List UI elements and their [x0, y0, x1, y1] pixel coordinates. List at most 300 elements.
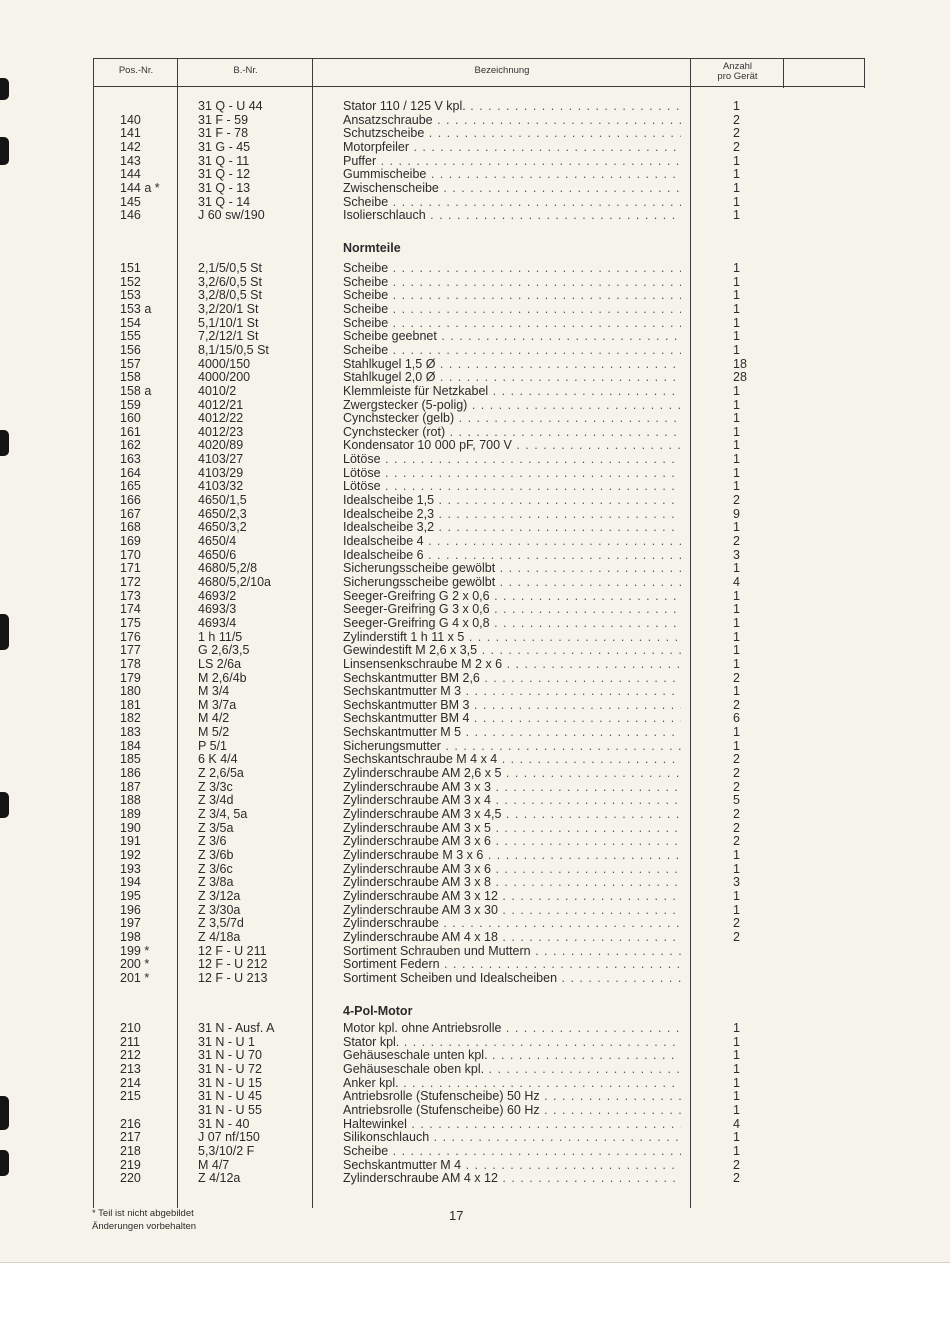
- qty-cell: 2: [733, 534, 740, 548]
- name-cell: Gehäuseschale oben kpl. . . .: [343, 1063, 681, 1076]
- qty-cell: 1: [733, 274, 740, 289]
- pos-cell: 172: [120, 574, 141, 589]
- b-nr-cell: 31 F - 78: [198, 126, 249, 141]
- name-cell: Stahlkugel 1,5 Ø . . .: [343, 358, 681, 371]
- b-nr-cell: 4103/32: [198, 479, 244, 494]
- name-cell: Sicherungsscheibe gewölbt . . .: [343, 576, 681, 589]
- name-cell: Cynchstecker (rot) . . .: [343, 426, 681, 439]
- table-row: [0, 1022, 950, 1035]
- table-row: [0, 1049, 950, 1062]
- pos-cell: 152: [120, 274, 141, 289]
- table-row: [0, 904, 950, 917]
- qty-cell: 1: [733, 397, 740, 412]
- name-cell: Zylinderschraube AM 3 x 6 . . .: [343, 863, 681, 876]
- pos-cell: 144: [120, 167, 141, 182]
- table-row: [0, 740, 950, 753]
- table-row: [0, 1159, 950, 1172]
- b-nr-cell: 4000/150: [198, 356, 251, 371]
- b-nr-cell: M 3/4: [198, 684, 230, 699]
- qty-cell: 9: [733, 506, 740, 521]
- qty-cell: 1: [733, 438, 740, 453]
- b-nr-cell: M 4/7: [198, 1157, 230, 1172]
- pos-cell: 143: [120, 153, 141, 168]
- qty-cell: 1: [733, 861, 740, 876]
- pos-cell: 142: [120, 139, 141, 154]
- table-row: [0, 835, 950, 848]
- qty-cell: 1: [733, 1130, 740, 1145]
- name-cell: Isolierschlauch . . .: [343, 209, 681, 222]
- name-cell: Stahlkugel 2,0 Ø . . .: [343, 371, 681, 384]
- pos-cell: 154: [120, 315, 141, 330]
- b-nr-cell: 4012/23: [198, 424, 244, 439]
- name-cell: Scheibe . . .: [343, 1145, 681, 1158]
- pos-cell: 195: [120, 888, 141, 903]
- pos-cell: 171: [120, 561, 141, 576]
- b-nr-cell: 31 Q - 12: [198, 167, 251, 182]
- header-anzahl-line1: Anzahl: [722, 61, 753, 72]
- pos-cell: 181: [120, 697, 141, 712]
- pos-cell: 162: [120, 438, 141, 453]
- table-row: [0, 330, 950, 343]
- table-row: [0, 127, 950, 140]
- b-nr-cell: 12 F - U 211: [198, 943, 267, 958]
- pos-cell: 176: [120, 629, 141, 644]
- pos-cell: 141: [120, 126, 141, 141]
- qty-cell: 1: [733, 725, 740, 740]
- name-cell: Antriebsrolle (Stufenscheibe) 50 Hz . . .: [343, 1090, 681, 1103]
- table-row: [0, 508, 950, 521]
- pos-cell: 214: [120, 1075, 141, 1090]
- name-cell: Idealscheibe 3,2 . . .: [343, 521, 681, 534]
- b-nr-cell: Z 2,6/5a: [198, 766, 244, 781]
- name-cell: Scheibe . . .: [343, 344, 681, 357]
- name-cell: Kondensator 10 000 pF, 700 V . . .: [343, 439, 681, 452]
- table-row: [0, 945, 950, 958]
- b-nr-cell: M 5/2: [198, 725, 230, 740]
- table-row: [0, 467, 950, 480]
- qty-cell: 2: [733, 929, 740, 944]
- qty-cell: 1: [733, 561, 740, 576]
- b-nr-cell: 2,1/5/0,5 St: [198, 261, 262, 275]
- b-nr-cell: Z 3/4, 5a: [198, 807, 248, 821]
- b-nr-cell: Z 3,5/7d: [198, 916, 244, 931]
- header-pos-nr: Pos.-Nr.: [118, 65, 154, 76]
- name-cell: Sechskantmutter M 3 . . .: [343, 685, 681, 698]
- qty-cell: 1: [733, 1061, 740, 1076]
- table-top-border: [93, 58, 865, 59]
- table-row: [0, 494, 950, 507]
- name-cell: Anker kpl. . . .: [343, 1077, 681, 1090]
- table-row: [0, 590, 950, 603]
- qty-cell: 1: [733, 847, 740, 862]
- pos-cell: 211: [120, 1034, 140, 1049]
- pos-cell: 216: [120, 1116, 141, 1131]
- b-nr-cell: 4650/4: [198, 534, 237, 548]
- qty-cell: 1: [733, 902, 740, 917]
- table-row: [0, 1036, 950, 1049]
- pos-cell: 194: [120, 875, 141, 890]
- table-row: [0, 958, 950, 971]
- qty-cell: 2: [733, 670, 740, 685]
- header-b-nr: B.-Nr.: [233, 65, 258, 76]
- pos-cell: 145: [120, 194, 141, 209]
- table-row: [0, 1063, 950, 1076]
- pos-cell: 212: [120, 1048, 141, 1063]
- pos-cell: 178: [120, 656, 141, 671]
- b-nr-cell: 4650/3,2: [198, 520, 247, 535]
- qty-cell: 1: [733, 329, 740, 344]
- name-cell: Seeger-Greifring G 2 x 0,6 . . .: [343, 590, 681, 603]
- pos-cell: 170: [120, 547, 141, 562]
- pos-cell: 177: [120, 643, 141, 658]
- table-row: [0, 562, 950, 575]
- table-row: [0, 1077, 950, 1090]
- b-nr-cell: 4103/29: [198, 465, 244, 480]
- name-cell: Zwergstecker (5-polig) . . .: [343, 399, 681, 412]
- b-nr-cell: Z 3/5a: [198, 820, 234, 835]
- table-row: [0, 726, 950, 739]
- qty-cell: 2: [733, 807, 740, 821]
- pos-cell: 198: [120, 929, 141, 944]
- qty-cell: 1: [733, 153, 740, 168]
- qty-cell: 2: [733, 916, 740, 931]
- table-row: [0, 808, 950, 821]
- b-nr-cell: Z 4/12a: [198, 1171, 241, 1186]
- b-nr-cell: 31 N - Ausf. A: [198, 1021, 275, 1035]
- table-row: [0, 276, 950, 289]
- b-nr-cell: 4103/27: [198, 452, 244, 467]
- name-cell: Motor kpl. ohne Antriebsrolle . . .: [343, 1022, 681, 1035]
- qty-cell: 2: [733, 834, 740, 849]
- qty-cell: 3: [733, 547, 740, 562]
- b-nr-cell: 31 N - U 45: [198, 1089, 262, 1104]
- table-row: [0, 576, 950, 589]
- qty-cell: 1: [733, 452, 740, 467]
- section-title: Normteile: [343, 241, 401, 255]
- b-nr-cell: Z 3/8a: [198, 875, 234, 890]
- name-cell: Ansatzschraube . . .: [343, 114, 681, 127]
- qty-cell: 1: [733, 288, 740, 303]
- name-cell: Scheibe . . .: [343, 317, 681, 330]
- name-cell: Stator 110 / 125 V kpl. . . .: [343, 100, 681, 113]
- b-nr-cell: Z 4/18a: [198, 929, 241, 944]
- qty-cell: 3: [733, 875, 740, 890]
- page-number: 17: [449, 1208, 464, 1223]
- table-row: [0, 972, 950, 985]
- qty-cell: 1: [733, 342, 740, 357]
- pos-cell: 189: [120, 807, 141, 821]
- qty-cell: 1: [733, 1034, 740, 1049]
- qty-cell: 1: [733, 167, 740, 182]
- name-cell: Sechskantmutter BM 4 . . .: [343, 712, 681, 725]
- qty-cell: 2: [733, 1157, 740, 1172]
- b-nr-cell: 5,1/10/1 St: [198, 315, 259, 330]
- b-nr-cell: 4000/200: [198, 370, 251, 385]
- pos-cell: 190: [120, 820, 141, 835]
- table-row: [0, 439, 950, 452]
- qty-cell: 1: [733, 261, 740, 275]
- table-row: [0, 453, 950, 466]
- b-nr-cell: 31 N - U 55: [198, 1102, 262, 1117]
- name-cell: Lötöse . . .: [343, 480, 681, 493]
- name-cell: Zylinderschraube AM 3 x 8 . . .: [343, 876, 681, 889]
- page-bottom-margin: [0, 1262, 950, 1344]
- b-nr-cell: 3,2/8/0,5 St: [198, 288, 262, 303]
- qty-cell: 1: [733, 411, 740, 426]
- b-nr-cell: 31 N - 40: [198, 1116, 250, 1131]
- name-cell: Klemmleiste für Netzkabel . . .: [343, 385, 681, 398]
- pos-cell: 215: [120, 1089, 141, 1104]
- name-cell: Schutzscheibe . . .: [343, 127, 681, 140]
- qty-cell: 1: [733, 643, 740, 658]
- table-row: [0, 209, 950, 222]
- name-cell: Zylinderschraube AM 3 x 4,5 . . .: [343, 808, 681, 821]
- name-cell: Silikonschlauch . . .: [343, 1131, 681, 1144]
- b-nr-cell: P 5/1: [198, 738, 227, 753]
- name-cell: Zylinderstift 1 h 11 x 5 . . .: [343, 631, 681, 644]
- b-nr-cell: LS 2/6a: [198, 656, 242, 671]
- name-cell: Zylinderschraube AM 4 x 12 . . .: [343, 1172, 681, 1185]
- b-nr-cell: 4650/2,3: [198, 506, 247, 521]
- b-nr-cell: 4020/89: [198, 438, 244, 453]
- header-anzahl-line2: pro Gerät: [717, 71, 758, 82]
- name-cell: Lötöse . . .: [343, 467, 681, 480]
- pos-cell: 218: [120, 1143, 141, 1158]
- b-nr-cell: 7,2/12/1 St: [198, 329, 259, 344]
- table-row: [0, 658, 950, 671]
- name-cell: Zylinderschraube M 3 x 6 . . .: [343, 849, 681, 862]
- b-nr-cell: Z 3/4d: [198, 793, 234, 808]
- qty-cell: 2: [733, 779, 740, 794]
- name-cell: Sechskantmutter BM 3 . . .: [343, 699, 681, 712]
- table-row: [0, 1090, 950, 1103]
- table-row: [0, 344, 950, 357]
- qty-cell: 1: [733, 194, 740, 209]
- name-cell: Linsensenkschraube M 2 x 6 . . .: [343, 658, 681, 671]
- pos-cell: 192: [120, 847, 141, 862]
- name-cell: Zylinderschraube AM 3 x 12 . . .: [343, 890, 681, 903]
- qty-cell: 1: [733, 629, 740, 644]
- b-nr-cell: 3,2/20/1 St: [198, 301, 259, 316]
- qty-cell: 1: [733, 424, 740, 439]
- name-cell: Sortiment Scheiben und Idealscheiben . . .: [343, 972, 681, 985]
- name-cell: Idealscheibe 2,3 . . .: [343, 508, 681, 521]
- pos-cell: 186: [120, 766, 141, 781]
- name-cell: Sechskantmutter M 5 . . .: [343, 726, 681, 739]
- b-nr-cell: 4680/5,2/10a: [198, 574, 271, 589]
- qty-cell: 2: [733, 752, 740, 767]
- qty-cell: 1: [733, 684, 740, 699]
- table-row: [0, 672, 950, 685]
- qty-cell: 1: [733, 615, 740, 630]
- pos-cell: 164: [120, 465, 141, 480]
- qty-cell: 18: [733, 356, 747, 371]
- b-nr-cell: 5,3/10/2 F: [198, 1143, 255, 1158]
- name-cell: Gewindestift M 2,6 x 3,5 . . .: [343, 644, 681, 657]
- name-cell: Sicherungsscheibe gewölbt . . .: [343, 562, 681, 575]
- b-nr-cell: Z 3/12a: [198, 888, 241, 903]
- qty-cell: 1: [733, 383, 740, 398]
- name-cell: Zylinderschraube AM 3 x 4 . . .: [343, 794, 681, 807]
- qty-cell: 2: [733, 697, 740, 712]
- b-nr-cell: 31 N - U 72: [198, 1061, 262, 1076]
- table-row: [0, 767, 950, 780]
- table-row: [0, 141, 950, 154]
- table-row: [0, 412, 950, 425]
- pos-cell: 159: [120, 397, 141, 412]
- table-row: [0, 712, 950, 725]
- name-cell: Scheibe . . .: [343, 276, 681, 289]
- pos-cell: 168: [120, 520, 141, 535]
- b-nr-cell: Z 3/3c: [198, 779, 233, 794]
- pos-cell: 167: [120, 506, 141, 521]
- b-nr-cell: M 3/7a: [198, 697, 237, 712]
- pos-cell: 197: [120, 916, 141, 931]
- header-bezeichnung: Bezeichnung: [474, 65, 530, 76]
- pos-cell: 166: [120, 493, 141, 508]
- table-row: [0, 931, 950, 944]
- b-nr-cell: Z 3/6c: [198, 861, 233, 876]
- table-row: [0, 699, 950, 712]
- column-divider: [864, 58, 865, 88]
- table-row: [0, 822, 950, 835]
- table-row: [0, 603, 950, 616]
- footnote: * Teil ist nicht abgebildet: [92, 1208, 194, 1219]
- b-nr-cell: 31 G - 45: [198, 139, 251, 154]
- qty-cell: 1: [733, 315, 740, 330]
- pos-cell: 169: [120, 534, 141, 548]
- b-nr-cell: 4693/3: [198, 602, 237, 617]
- qty-cell: 4: [733, 1116, 740, 1131]
- table-row: [0, 385, 950, 398]
- qty-cell: 2: [733, 820, 740, 835]
- b-nr-cell: 6 K 4/4: [198, 752, 238, 767]
- qty-cell: 2: [733, 112, 740, 127]
- header-anzahl: [691, 62, 784, 82]
- table-row: [0, 196, 950, 209]
- b-nr-cell: J 07 nf/150: [198, 1130, 260, 1145]
- table-row: [0, 1145, 950, 1158]
- name-cell: Sechskantschraube M 4 x 4 . . .: [343, 753, 681, 766]
- table-row: [0, 1104, 950, 1117]
- pos-cell: 185: [120, 752, 141, 767]
- table-row: [0, 781, 950, 794]
- pos-cell: 157: [120, 356, 141, 371]
- name-cell: Idealscheibe 6 . . .: [343, 549, 681, 562]
- qty-cell: 2: [733, 1171, 740, 1186]
- table-row: [0, 262, 950, 275]
- qty-cell: 1: [733, 1075, 740, 1090]
- name-cell: Scheibe geebnet . . .: [343, 330, 681, 343]
- pos-cell: 179: [120, 670, 141, 685]
- b-nr-cell: 12 F - U 212: [198, 957, 268, 972]
- pos-cell: 182: [120, 711, 141, 726]
- table-row: [0, 917, 950, 930]
- qty-cell: 1: [733, 479, 740, 494]
- table-row: [0, 303, 950, 316]
- name-cell: Puffer . . .: [343, 155, 681, 168]
- b-nr-cell: 4650/1,5: [198, 493, 247, 508]
- name-cell: Zylinderschraube . . .: [343, 917, 681, 930]
- pos-cell: 220: [120, 1171, 141, 1186]
- b-nr-cell: 4693/2: [198, 588, 237, 603]
- qty-cell: 2: [733, 493, 740, 508]
- qty-cell: 1: [733, 208, 740, 223]
- pos-cell: 155: [120, 329, 141, 344]
- b-nr-cell: 31 Q - 11: [198, 153, 250, 168]
- b-nr-cell: 4012/21: [198, 397, 244, 412]
- name-cell: Sechskantmutter BM 2,6 . . .: [343, 672, 681, 685]
- table-row: [0, 155, 950, 168]
- pos-cell: 188: [120, 793, 141, 808]
- name-cell: Gummischeibe . . .: [343, 168, 681, 181]
- pos-cell: 196: [120, 902, 141, 917]
- pos-cell: 187: [120, 779, 141, 794]
- table-row: [0, 480, 950, 493]
- b-nr-cell: Z 3/6: [198, 834, 227, 849]
- table-row: [0, 794, 950, 807]
- name-cell: Antriebsrolle (Stufenscheibe) 60 Hz . . .: [343, 1104, 681, 1117]
- b-nr-cell: J 60 sw/190: [198, 208, 265, 223]
- table-row: [0, 1172, 950, 1185]
- b-nr-cell: 31 Q - U 44: [198, 99, 263, 113]
- name-cell: Zylinderschraube AM 2,6 x 5 . . .: [343, 767, 681, 780]
- b-nr-cell: Z 3/30a: [198, 902, 241, 917]
- pos-cell: 199 *: [120, 943, 150, 958]
- table-row: [0, 753, 950, 766]
- name-cell: Zylinderschraube AM 3 x 30 . . .: [343, 904, 681, 917]
- b-nr-cell: 4680/5,2/8: [198, 561, 258, 576]
- name-cell: Motorpfeiler . . .: [343, 141, 681, 154]
- qty-cell: 1: [733, 656, 740, 671]
- name-cell: Sortiment Schrauben und Muttern . . .: [343, 945, 681, 958]
- b-nr-cell: M 4/2: [198, 711, 230, 726]
- table-row: [0, 426, 950, 439]
- table-row: [0, 371, 950, 384]
- b-nr-cell: 31 F - 59: [198, 112, 249, 127]
- pos-cell: 201 *: [120, 970, 150, 985]
- qty-cell: 1: [733, 888, 740, 903]
- qty-cell: 1: [733, 588, 740, 603]
- b-nr-cell: 3,2/6/0,5 St: [198, 274, 262, 289]
- b-nr-cell: 4010/2: [198, 383, 237, 398]
- pos-cell: 200 *: [120, 957, 150, 972]
- pos-cell: 183: [120, 725, 141, 740]
- name-cell: Zylinderschraube AM 3 x 5 . . .: [343, 822, 681, 835]
- name-cell: Zwischenscheibe . . .: [343, 182, 681, 195]
- qty-cell: 1: [733, 738, 740, 753]
- qty-cell: 2: [733, 766, 740, 781]
- name-cell: Scheibe . . .: [343, 289, 681, 302]
- name-cell: Seeger-Greifring G 3 x 0,6 . . .: [343, 603, 681, 616]
- qty-cell: 1: [733, 520, 740, 535]
- qty-cell: 1: [733, 465, 740, 480]
- disclaimer: Änderungen vorbehalten: [92, 1221, 197, 1232]
- table-row: [0, 863, 950, 876]
- b-nr-cell: 1 h 11/5: [198, 629, 243, 644]
- qty-cell: 1: [733, 1048, 740, 1063]
- pos-cell: 180: [120, 684, 141, 699]
- qty-cell: 5: [733, 793, 740, 808]
- table-row: [0, 549, 950, 562]
- b-nr-cell: 12 F - U 213: [198, 970, 268, 985]
- pos-cell: 160: [120, 411, 141, 426]
- section-title: 4-Pol-Motor: [343, 1004, 413, 1018]
- table-row: [0, 890, 950, 903]
- pos-cell: 140: [120, 112, 141, 127]
- qty-cell: 6: [733, 711, 740, 726]
- pos-cell: 175: [120, 615, 141, 630]
